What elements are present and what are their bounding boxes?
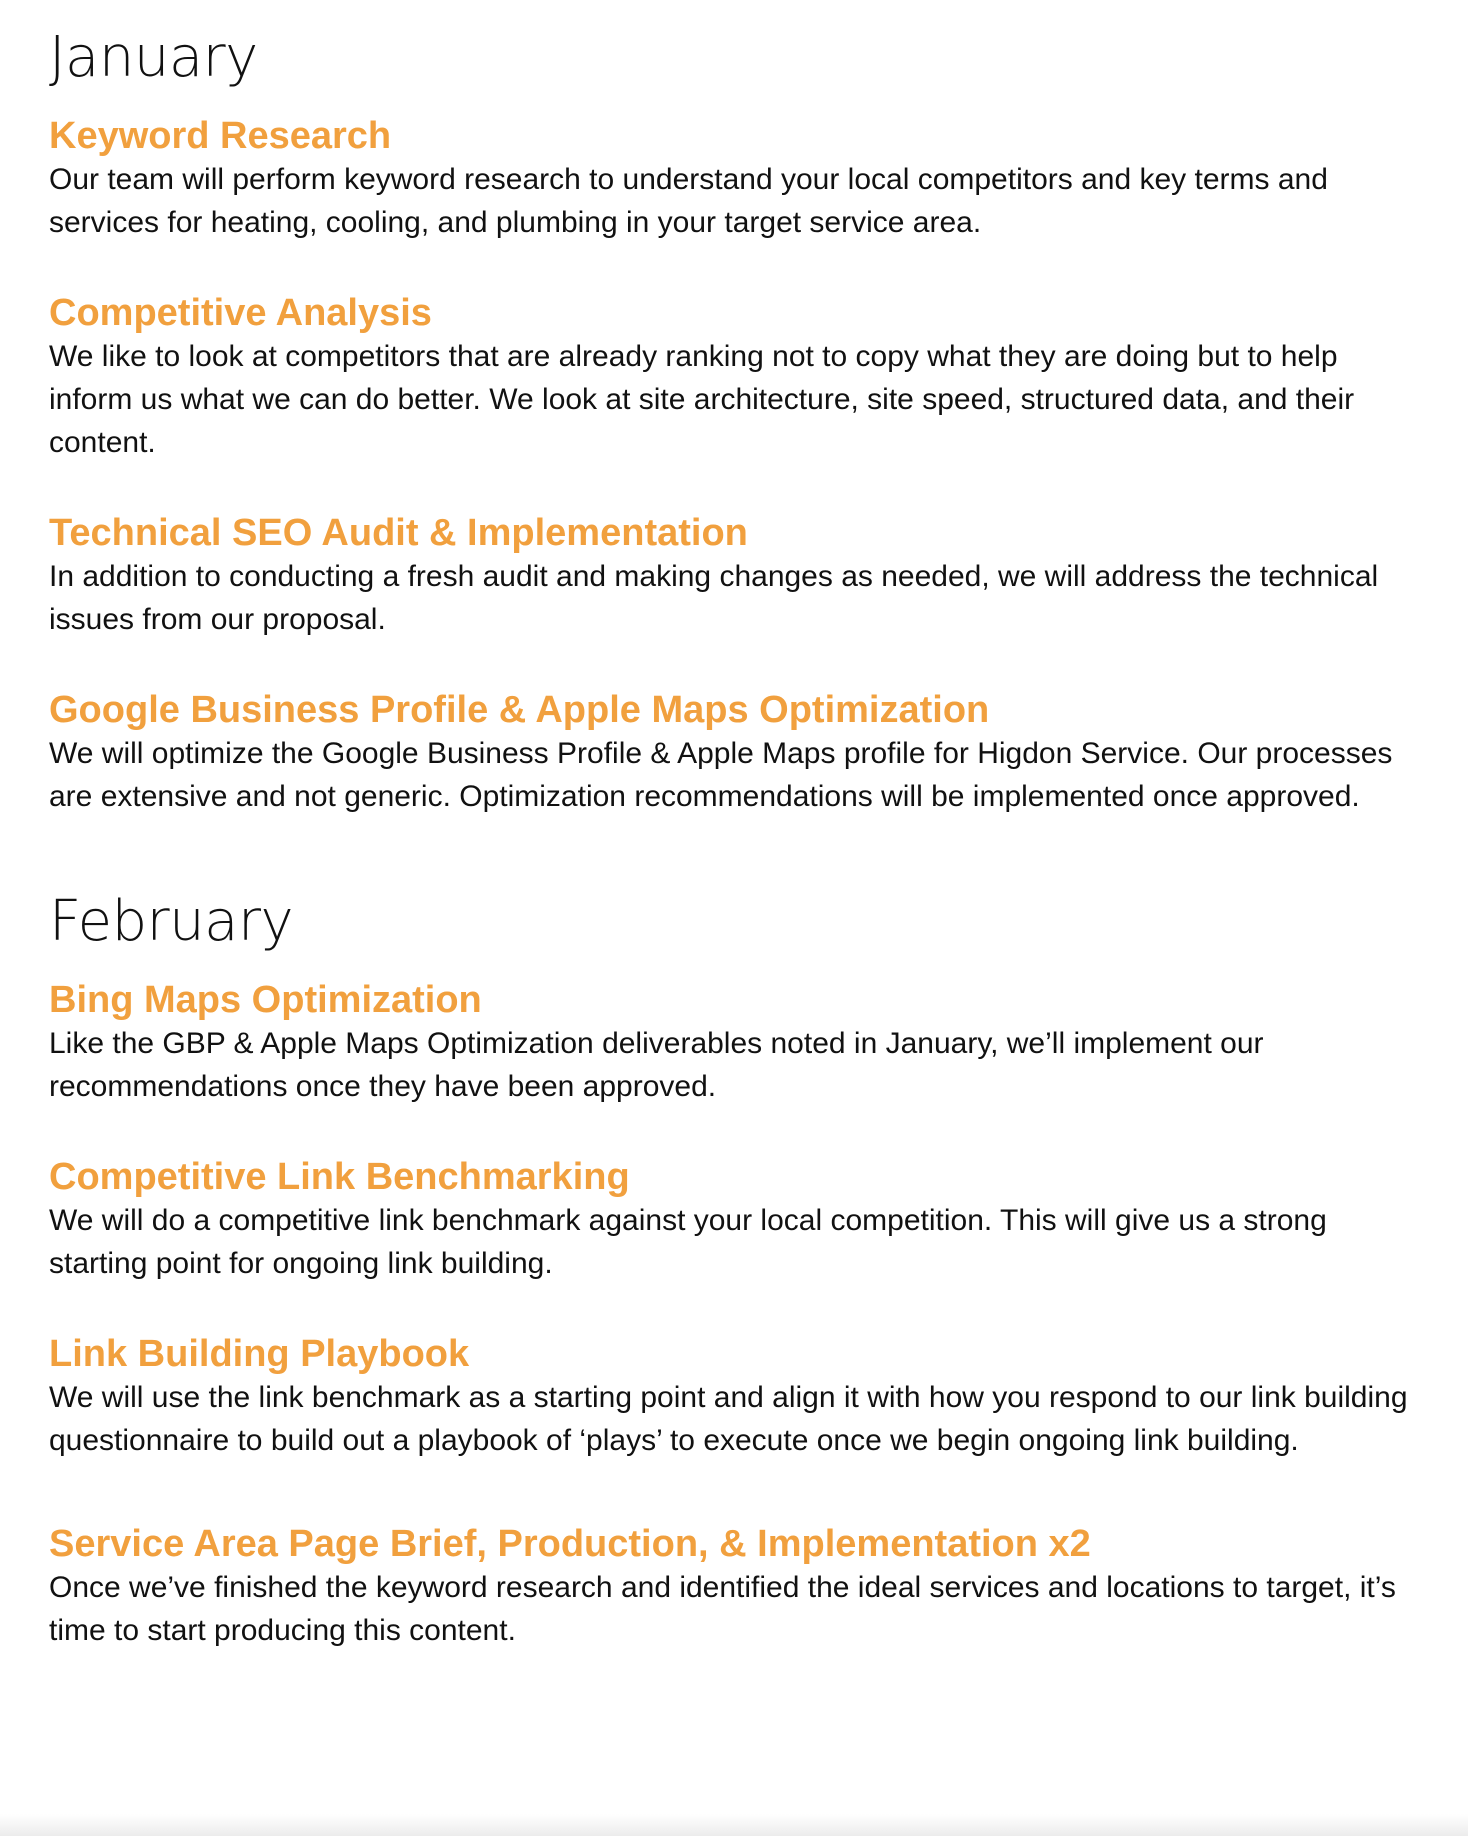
deliverable-competitive-analysis	[49, 291, 1429, 464]
deliverable-keyword-research	[49, 114, 1429, 244]
deliverable-title: Competitive Link Benchmarking	[49, 1156, 630, 1198]
deliverable-title: Link Building Playbook	[49, 1333, 470, 1375]
deliverable-description: We will do a competitive link benchmark against your local competition. This will give us a strong starting point for ongoing link building.	[49, 1204, 1327, 1280]
deliverable-description: We will use the link benchmark as a starting point and align it with how you respond to our link building questionnaire to build out a playbook of ‘plays’ to execute once we begin ongoing link building.	[49, 1381, 1408, 1457]
month-heading-february: February	[49, 889, 294, 954]
deliverable-description: In addition to conducting a fresh audit and making changes as needed, we will address the technical issues from our proposal.	[49, 560, 1379, 636]
deliverable-description: Our team will perform keyword research to understand your local competitors and key terms and services for heating, cooling, and plumbing in your target service area.	[49, 163, 1328, 239]
deliverable-title: Keyword Research	[49, 115, 392, 157]
deliverable-title: Competitive Analysis	[49, 292, 432, 334]
deliverable-link-benchmarking	[49, 1155, 1429, 1285]
page-bottom-edge	[0, 1814, 1468, 1836]
document-page	[49, 0, 1429, 1652]
deliverable-title: Google Business Profile & Apple Maps Optimization	[49, 689, 990, 731]
deliverable-bing-maps	[49, 978, 1429, 1108]
deliverable-link-building-playbook	[49, 1332, 1429, 1462]
deliverable-service-area-page	[49, 1522, 1429, 1652]
deliverable-gbp-apple-maps	[49, 688, 1429, 818]
deliverable-description: We will optimize the Google Business Profile & Apple Maps profile for Higdon Service. Our processes are extensive and not generic. Optimization recommendations will be implemented once approved.	[49, 737, 1393, 813]
deliverable-title: Technical SEO Audit & Implementation	[49, 512, 748, 554]
deliverable-description: Once we’ve finished the keyword research and identified the ideal services and locations to target, it’s time to start producing this content.	[49, 1571, 1396, 1647]
month-heading-january: January	[49, 25, 258, 90]
deliverable-technical-seo-audit	[49, 511, 1429, 641]
deliverable-description: We like to look at competitors that are already ranking not to copy what they are doing but to help inform us what we can do better. We look at site architecture, site speed, structured data, and their content.	[49, 340, 1355, 459]
deliverable-title: Service Area Page Brief, Production, & Implementation x2	[49, 1523, 1091, 1565]
deliverable-description: Like the GBP & Apple Maps Optimization deliverables noted in January, we’ll implement our recommendations once they have been approved.	[49, 1027, 1264, 1103]
deliverable-title: Bing Maps Optimization	[49, 979, 482, 1021]
